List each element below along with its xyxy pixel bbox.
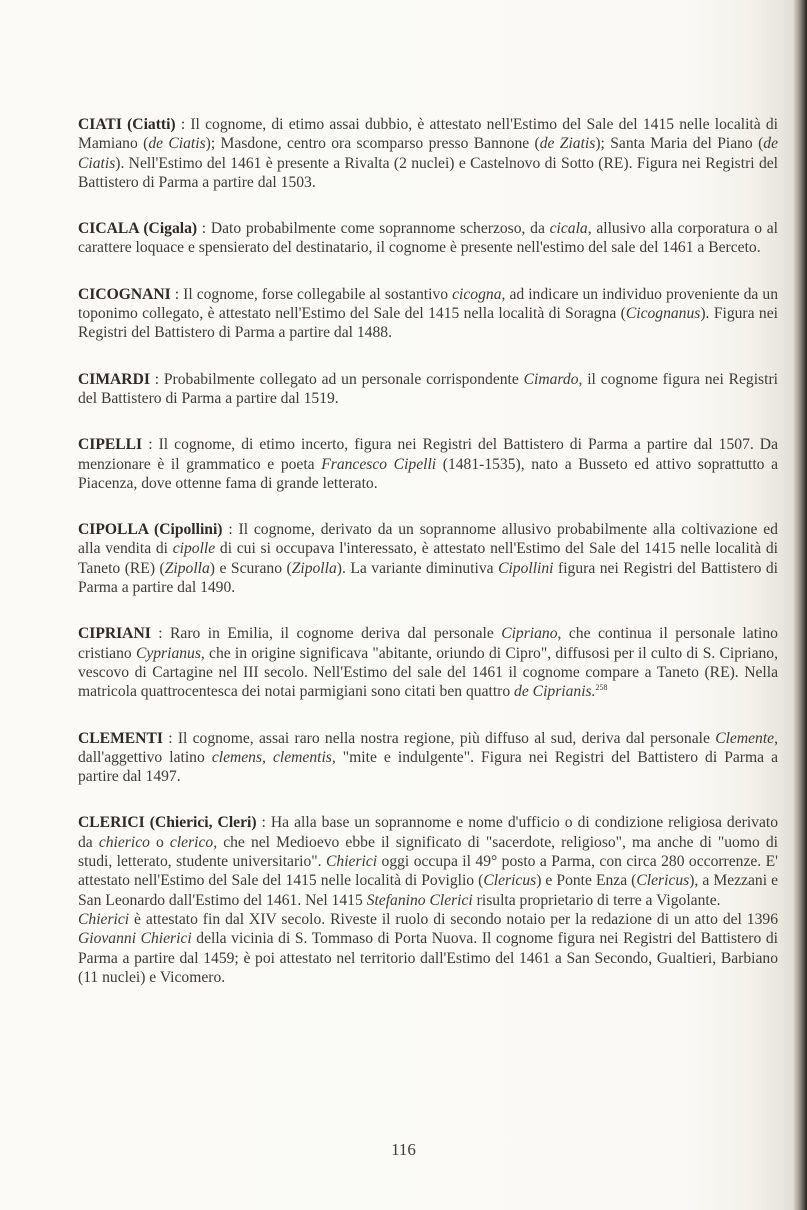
entry-cipriani: [78, 624, 778, 701]
text-run: di cui si occupava l'interessato, è attestato nell'Estimo del Sale del 1415 nelle località di Taneto (RE) (: [78, 540, 779, 577]
text-run: , allusivo alla corporatura o al carattere loquace e spensierato del destinatario, il cognome è presente nell'estimo del sale del 1461 a Berceto.: [78, 220, 778, 257]
text-run: , che continua il personale latino cristiano: [78, 625, 778, 662]
text-run: : Il cognome, assai raro nella nostra regione, più diffuso al sud, deriva dal personale: [162, 729, 716, 747]
binding-shadow: [793, 0, 807, 1210]
entry-clementi: [78, 729, 778, 787]
entry-paragraph: [78, 435, 778, 493]
italic-text-run: Clericus: [636, 872, 690, 890]
text-run: ). Nell'Estimo del 1461 è presente a Rivalta (2 nuclei) e Castelnovo di Sotto (RE). Figura nei Registri del Battistero di Parma a partire dal 1503.: [78, 154, 778, 191]
italic-text-run: chierico: [98, 833, 150, 851]
entry-cimardi: [78, 370, 778, 409]
entry-paragraph: [78, 813, 778, 909]
italic-text-run: Zipolla: [291, 559, 337, 577]
entry-paragraph: [78, 624, 778, 701]
italic-text-run: Chierici: [78, 910, 130, 928]
italic-text-run: Clericus: [483, 872, 537, 890]
italic-text-run: de Ziatis: [539, 135, 596, 153]
text-run: ). La variante diminutiva: [336, 559, 499, 577]
text-run: ) e Scurano (: [209, 559, 292, 577]
italic-text-run: Cicognanus: [625, 305, 701, 323]
italic-text-run: clemens, clementis: [211, 748, 332, 766]
entry-paragraph: [78, 115, 778, 192]
text-run: oggi occupa il 49° posto a Parma, con circa 280 occorrenze. E' attestato nell'Estimo del Sale del 1415 nelle località di Poviglio (: [78, 853, 778, 890]
text-run: (1481-1535), nato a Busseto ed attivo soprattutto a Piacenza, dove ottenne fama di grande letterato.: [78, 455, 779, 492]
italic-text-run: Clemente: [715, 729, 775, 747]
surname-entries: [78, 115, 778, 1014]
entry-heading: CIATI (Ciatti): [78, 116, 176, 133]
entry-heading: CLERICI (Chierici, Cleri): [78, 814, 257, 832]
entry-heading: CIPRIANI: [78, 625, 151, 643]
entry-cipolla: [78, 520, 778, 597]
text-run: risulta proprietario di terre a Vigolante.: [472, 891, 721, 909]
italic-text-run: cipolle: [172, 540, 216, 558]
entry-paragraph: [78, 219, 778, 258]
italic-text-run: Francesco Cipelli: [321, 455, 437, 473]
italic-text-run: de Ciprianis: [514, 683, 592, 701]
text-run: ); Masdone, centro ora scomparso presso Bannone (: [205, 135, 540, 153]
italic-text-run: Giovanni Chierici: [78, 930, 192, 948]
entry-paragraph: [78, 370, 778, 409]
italic-text-run: .: [591, 683, 596, 701]
text-run: ); Santa Maria del Piano (: [595, 135, 764, 153]
italic-text-run: de Ciatis: [78, 135, 778, 172]
text-run: , dall'aggettivo latino: [78, 729, 778, 766]
text-run: : Il cognome, di etimo incerto, figura nei Registri del Battistero di Parma a partire dal 1507. Da menzionare è il grammatico e poeta: [78, 436, 778, 473]
footnote-marker: 258: [595, 683, 608, 693]
italic-text-run: cicogna: [452, 285, 502, 303]
entry-cipelli: [78, 435, 778, 493]
text-run: : Raro in Emilia, il cognome deriva dal personale: [150, 625, 502, 643]
entry-clerici: [78, 813, 778, 987]
entry-heading: CLEMENTI: [78, 729, 163, 747]
text-run: , ad indicare un individuo proveniente da un toponimo collegato, è attestato nell'Estimo del Sale del 1415 nella località di Soragna (: [78, 285, 778, 323]
entry-heading: CICOGNANI: [78, 285, 171, 303]
entry-paragraph: [78, 285, 778, 343]
italic-text-run: Cipriano: [501, 625, 558, 643]
entry-cicognani: [78, 285, 778, 343]
text-run: : Probabilmente collegato ad un personale corrispondente: [149, 370, 524, 388]
entry-ciati: [78, 115, 778, 192]
entry-heading: CIPOLLA (Cipollini): [78, 521, 223, 539]
italic-text-run: Cimardo: [523, 370, 579, 388]
text-run: ) e Ponte Enza (: [536, 872, 637, 890]
text-run: , che in origine significava "abitante, oriundo di Cipro", diffusosi per il culto di S. Cipriano, vescovo di Cartagine nel III secolo. Nell'Estimo del sale del 1461 il cognome compare a Taneto (RE). Nella matricola quattrocentesca dei notai parmigiani sono citati ben quattro: [78, 644, 778, 701]
italic-text-run: Cyprianus: [135, 644, 201, 662]
italic-text-run: de Ciatis: [148, 135, 206, 153]
entry-paragraph: [78, 520, 778, 597]
text-run: : Ha alla base un soprannome e nome d'ufficio o di condizione religiosa derivato da: [78, 814, 778, 851]
text-run: , che nel Medioevo ebbe il significato di "sacerdote, religioso", ma anche di "uomo di studi, letterato, studente universitario".: [78, 833, 778, 871]
text-run: ). Figura nei Registri del Battistero di Parma a partire dal 1488.: [78, 305, 778, 342]
text-run: o: [149, 833, 170, 851]
text-run: della vicinia di S. Tommaso di Porta Nuova. Il cognome figura nei Registri del Battistero di Parma a partire dal 1459; è poi attestato nel territorio dall'Estimo del 1461 a San Secondo, Gualtieri, Barbiano (11 nuclei) e Vicomero.: [78, 930, 778, 986]
entry-cicala: [78, 219, 778, 258]
italic-text-run: cicala: [549, 220, 588, 238]
text-run: : Dato probabilmente come soprannome scherzoso, da: [197, 220, 550, 238]
text-run: , "mite e indulgente". Figura nei Registri del Battistero di Parma a partire dal 1497.: [78, 748, 778, 786]
text-run: figura nei Registri del Battistero di Parma a partire dal 1490.: [78, 559, 778, 597]
entry-heading: CIPELLI: [78, 436, 143, 454]
italic-text-run: Chierici: [326, 853, 378, 871]
entry-heading: CICALA (Cigala): [78, 220, 198, 238]
italic-text-run: clerico: [169, 833, 214, 851]
italic-text-run: Cipollini: [498, 559, 554, 577]
text-run: : Il cognome, di etimo assai dubbio, è attestato nell'Estimo del Sale del 1415 nelle località di Mamiano (: [78, 116, 778, 153]
text-run: , il cognome figura nei Registri del Battistero di Parma a partire dal 1519.: [78, 370, 778, 407]
text-run: : Il cognome, derivato da un soprannome allusivo probabilmente alla coltivazione ed alla vendita di: [78, 521, 778, 558]
text-run: : Il cognome, forse collegabile al sostantivo: [170, 285, 453, 303]
entry-paragraph: [78, 910, 778, 987]
page-number: 116: [391, 1140, 416, 1159]
text-run: ), a Mezzani e San Leonardo dall'Estimo del 1461. Nel 1415: [78, 872, 778, 909]
entry-paragraph: [78, 729, 778, 787]
italic-text-run: Stefanino Clerici: [366, 891, 473, 909]
italic-text-run: Zipolla: [164, 559, 210, 577]
text-run: è attestato fin dal XIV secolo. Riveste il ruolo di secondo notaio per la redazione di un atto del 1396: [129, 910, 778, 928]
entry-heading: CIMARDI: [78, 370, 150, 388]
